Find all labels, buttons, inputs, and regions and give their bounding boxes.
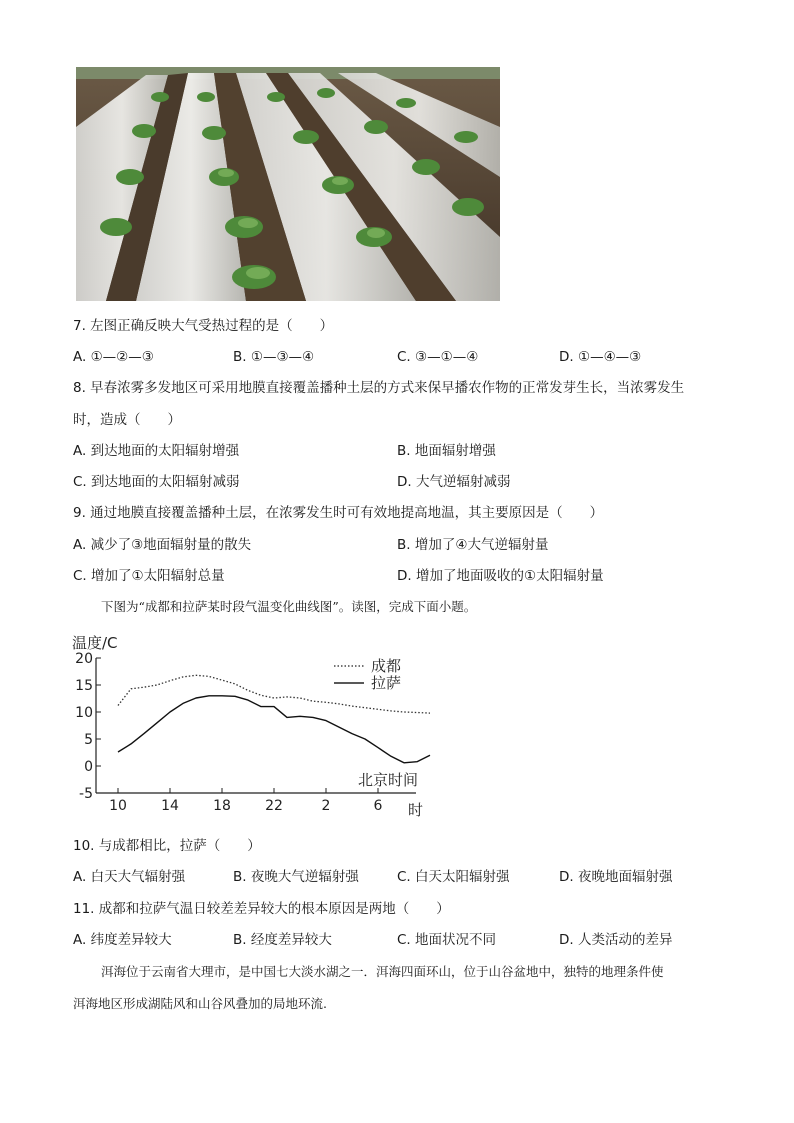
legend-label-lhasa: 拉萨 [371,674,402,692]
question-10-option-a[interactable]: A. 白天大气辐射强 [73,869,186,885]
question-8-stem-line-1: 8. 早春浓雾多发地区可采用地膜直接覆盖播种土层的方式来保早播农作物的正常发芽生长，当浓雾发生 [73,380,685,396]
y-tick-label: 20 [75,651,93,667]
question-11-option-d[interactable]: D. 人类活动的差异 [559,932,673,948]
temperature-chart [66,628,446,823]
question-11-stem: 11. 成都和拉萨气温日较差差异较大的根本原因是两地（ ） [73,901,450,917]
question-8-option-d[interactable]: D. 大气逆辐射减弱 [397,474,511,490]
question-9-option-c[interactable]: C. 增加了①太阳辐射总量 [73,568,225,584]
question-9-option-d[interactable]: D. 增加了地面吸收的①太阳辐射量 [397,568,604,584]
y-tick-label: -5 [79,786,93,802]
y-tick-label: 0 [84,759,93,775]
x-tick-label: 10 [109,798,127,814]
x-axis-unit: 时 [408,801,424,819]
chart-legend [334,657,401,692]
question-7-option-c[interactable]: C. ③—①—④ [397,349,479,365]
y-axis [75,651,101,802]
question-8-option-c[interactable]: C. 到达地面的太阳辐射减弱 [73,474,240,490]
question-11-option-a[interactable]: A. 纬度差异较大 [73,932,172,948]
x-tick-label: 22 [265,798,283,814]
question-7-stem: 7. 左图正确反映大气受热过程的是（ ） [73,318,334,334]
y-tick-label: 10 [75,705,93,721]
x-tick-label: 14 [161,798,179,814]
question-9-option-a[interactable]: A. 减少了③地面辐射量的散失 [73,537,252,553]
chart-intro-text: 下图为“成都和拉萨某时段气温变化曲线图”。读图，完成下面小题。 [101,599,477,614]
x-axis [96,788,416,814]
question-7-option-b[interactable]: B. ①—③—④ [233,349,315,365]
temperature-chart-svg [66,628,446,823]
question-7-option-a[interactable]: A. ①—②—③ [73,349,154,365]
question-10-stem: 10. 与成都相比，拉萨（ ） [73,838,261,854]
x-axis-label: 北京时间 [358,771,419,789]
question-10-option-c[interactable]: C. 白天太阳辐射强 [397,869,510,885]
erhai-intro-line-1: 洱海位于云南省大理市，是中国七大淡水湖之一．洱海四面环山，位于山谷盆地中，独特的地理条件使 [101,964,664,979]
question-11-option-b[interactable]: B. 经度差异较大 [233,932,332,948]
x-tick-label: 18 [213,798,231,814]
mulch-field-photo [76,67,500,301]
question-11-option-c[interactable]: C. 地面状况不同 [397,932,497,948]
question-8-stem-line-2: 时，造成（ ） [73,412,181,428]
legend-label-chengdu: 成都 [371,657,402,675]
question-9-stem: 9. 通过地膜直接覆盖播种土层，在浓雾发生时可有效地提高地温，其主要原因是（ ） [73,505,604,521]
y-tick-label: 5 [84,732,93,748]
question-10-option-d[interactable]: D. 夜晚地面辐射强 [559,869,673,885]
question-8-option-b[interactable]: B. 地面辐射增强 [397,443,496,459]
question-9-option-b[interactable]: B. 增加了④大气逆辐射量 [397,537,549,553]
question-8-option-a[interactable]: A. 到达地面的太阳辐射增强 [73,443,240,459]
erhai-intro-line-2: 洱海地区形成湖陆风和山谷风叠加的局地环流. [73,996,327,1011]
mulch-field-illustration [76,67,500,301]
x-tick-label: 2 [321,798,331,814]
y-tick-label: 15 [75,678,93,694]
series-line-lhasa [118,696,430,763]
question-7-option-d[interactable]: D. ①—④—③ [559,349,642,365]
y-axis-label: 温度/C [72,634,118,652]
x-tick-label: 6 [373,798,383,814]
question-10-option-b[interactable]: B. 夜晚大气逆辐射强 [233,869,359,885]
